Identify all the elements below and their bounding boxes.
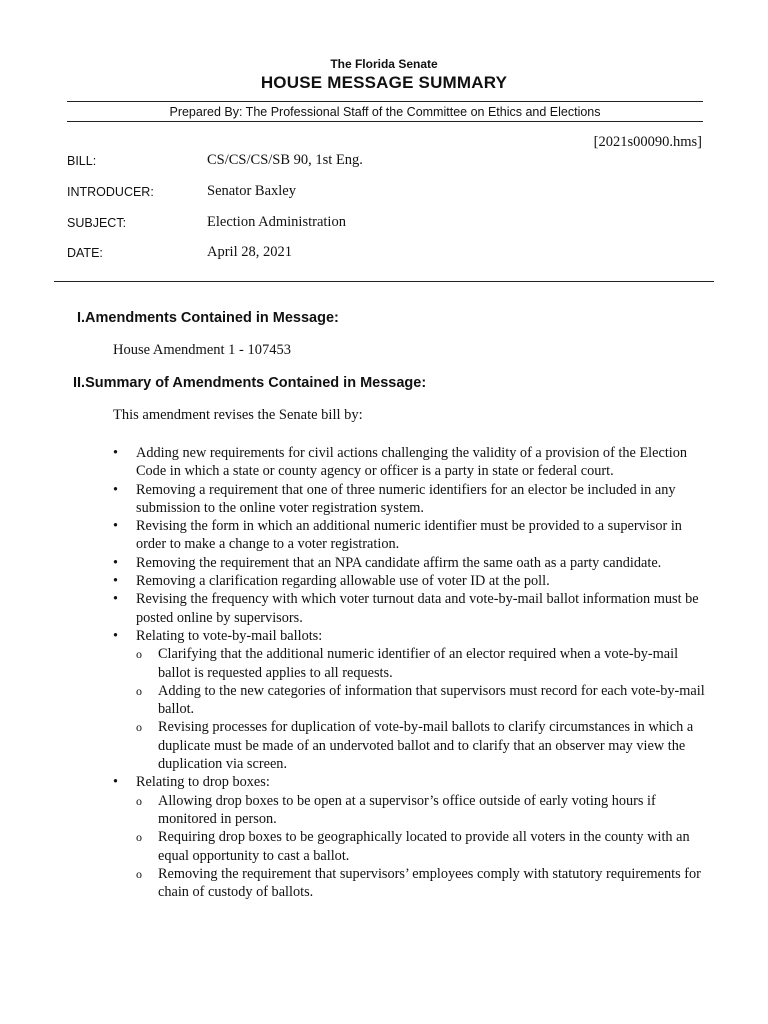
prepared-by: Prepared By: The Professional Staff of the Committee on Ethics and Elections [169,105,601,119]
sub-list-item-text: Allowing drop boxes to be open at a supervisor’s office outside of early voting hours if monitored in person. [158,792,656,827]
sub-bullet-marker: o [136,866,142,881]
list-item-drop-boxes [113,773,713,901]
bullet-marker: • [113,445,119,461]
list-item-text: Relating to drop boxes: [136,774,270,791]
date-value: April 28, 2021 [207,244,292,260]
subject-label: SUBJECT: [67,216,127,230]
date-label: DATE: [67,246,103,260]
section-divider [54,281,714,282]
list-item [113,590,713,627]
org-name: The Florida Senate [330,57,438,71]
bullet-marker: • [113,627,119,644]
sub-list-item [136,718,713,773]
section-2-intro: This amendment revises the Senate bill by: [113,407,363,423]
list-item-text: Revising the form in which an additional numeric identifier must be provided to a supervisor in order to make a change to a voter registration. [136,518,682,553]
bullet-marker: • [113,591,119,608]
list-item-text: Removing the requirement that an NPA candidate affirm the same oath as a party candidate. [136,554,662,571]
list-item-text: Relating to vote-by-mail ballots: [136,627,323,644]
header-rule-top [67,101,703,102]
sub-list-item-text: Clarifying that the additional numeric identifier of an elector required when a vote-by-mail ballot is requested applies to all requests. [158,646,679,681]
subject-value: Election Administration [207,214,346,230]
bullet-marker: • [113,554,119,571]
document-title: HOUSE MESSAGE SUMMARY [260,73,508,92]
bullet-marker: • [113,774,119,791]
sub-list-item [136,645,713,682]
bullet-marker: • [113,481,119,498]
list-item-text: Removing a requirement that one of three numeric identifiers for an elector be included in any submission to the online voter registration system. [136,481,676,516]
list-item [113,481,713,518]
sub-bullet-marker: o [136,683,142,698]
bill-value: CS/CS/CS/SB 90, 1st Eng. [207,152,363,168]
list-item [113,517,713,554]
sub-list-item [136,682,713,719]
list-item-text: Removing a clarification regarding allowable use of voter ID at the poll. [136,573,550,590]
sub-list-item-text: Revising processes for duplication of vote-by-mail ballots to clarify circumstances in which a duplicate must be made of an undervoted ballot and to clarify that an observer may view the duplication via screen. [158,719,694,773]
document-id: [2021s00090.hms] [593,134,702,150]
sub-bullet-marker: o [136,793,142,808]
introducer-label: INTRODUCER: [67,185,154,199]
list-item-vote-by-mail [113,627,713,773]
amendment-list [113,444,713,901]
sub-list-item-text: Removing the requirement that supervisors’ employees comply with statutory requirements for chain of custody of ballots. [158,865,701,901]
sub-bullet-marker: o [136,830,142,845]
list-item [113,444,713,481]
list-item [113,554,713,572]
list-item-text: Adding new requirements for civil actions challenging the validity of a provision of the Election Code in which a state or county agency or officer is a party in state or federal court. [136,445,688,480]
sub-list-item [136,792,713,829]
sub-list-item [136,828,713,865]
sub-list-item-text: Adding to the new categories of information that supervisors must record for each vote-by-mail ballot. [158,682,705,718]
section-heading-2: II.Summary of Amendments Contained in Message: [73,375,427,391]
bill-label: BILL: [67,154,97,168]
sub-list-item-text: Requiring drop boxes to be geographically located to provide all voters in the county with an equal opportunity to cast a ballot. [158,829,690,864]
introducer-value: Senator Baxley [207,183,296,199]
list-item-text: Revising the frequency with which voter turnout data and vote-by-mail ballot information must be posted online by supervisors. [136,591,699,626]
list-item [113,572,713,590]
bullet-marker: • [113,518,119,535]
sub-bullet-marker: o [136,720,142,735]
vote-by-mail-sublist [136,645,713,773]
sub-list-item [136,865,713,902]
bullet-marker: • [113,573,119,590]
sub-bullet-marker: o [136,647,142,662]
drop-boxes-sublist [136,792,713,902]
section-heading-1: I.Amendments Contained in Message: [77,310,339,326]
header-rule-bottom [67,121,703,122]
section-1-text: House Amendment 1 - 107453 [113,342,292,358]
